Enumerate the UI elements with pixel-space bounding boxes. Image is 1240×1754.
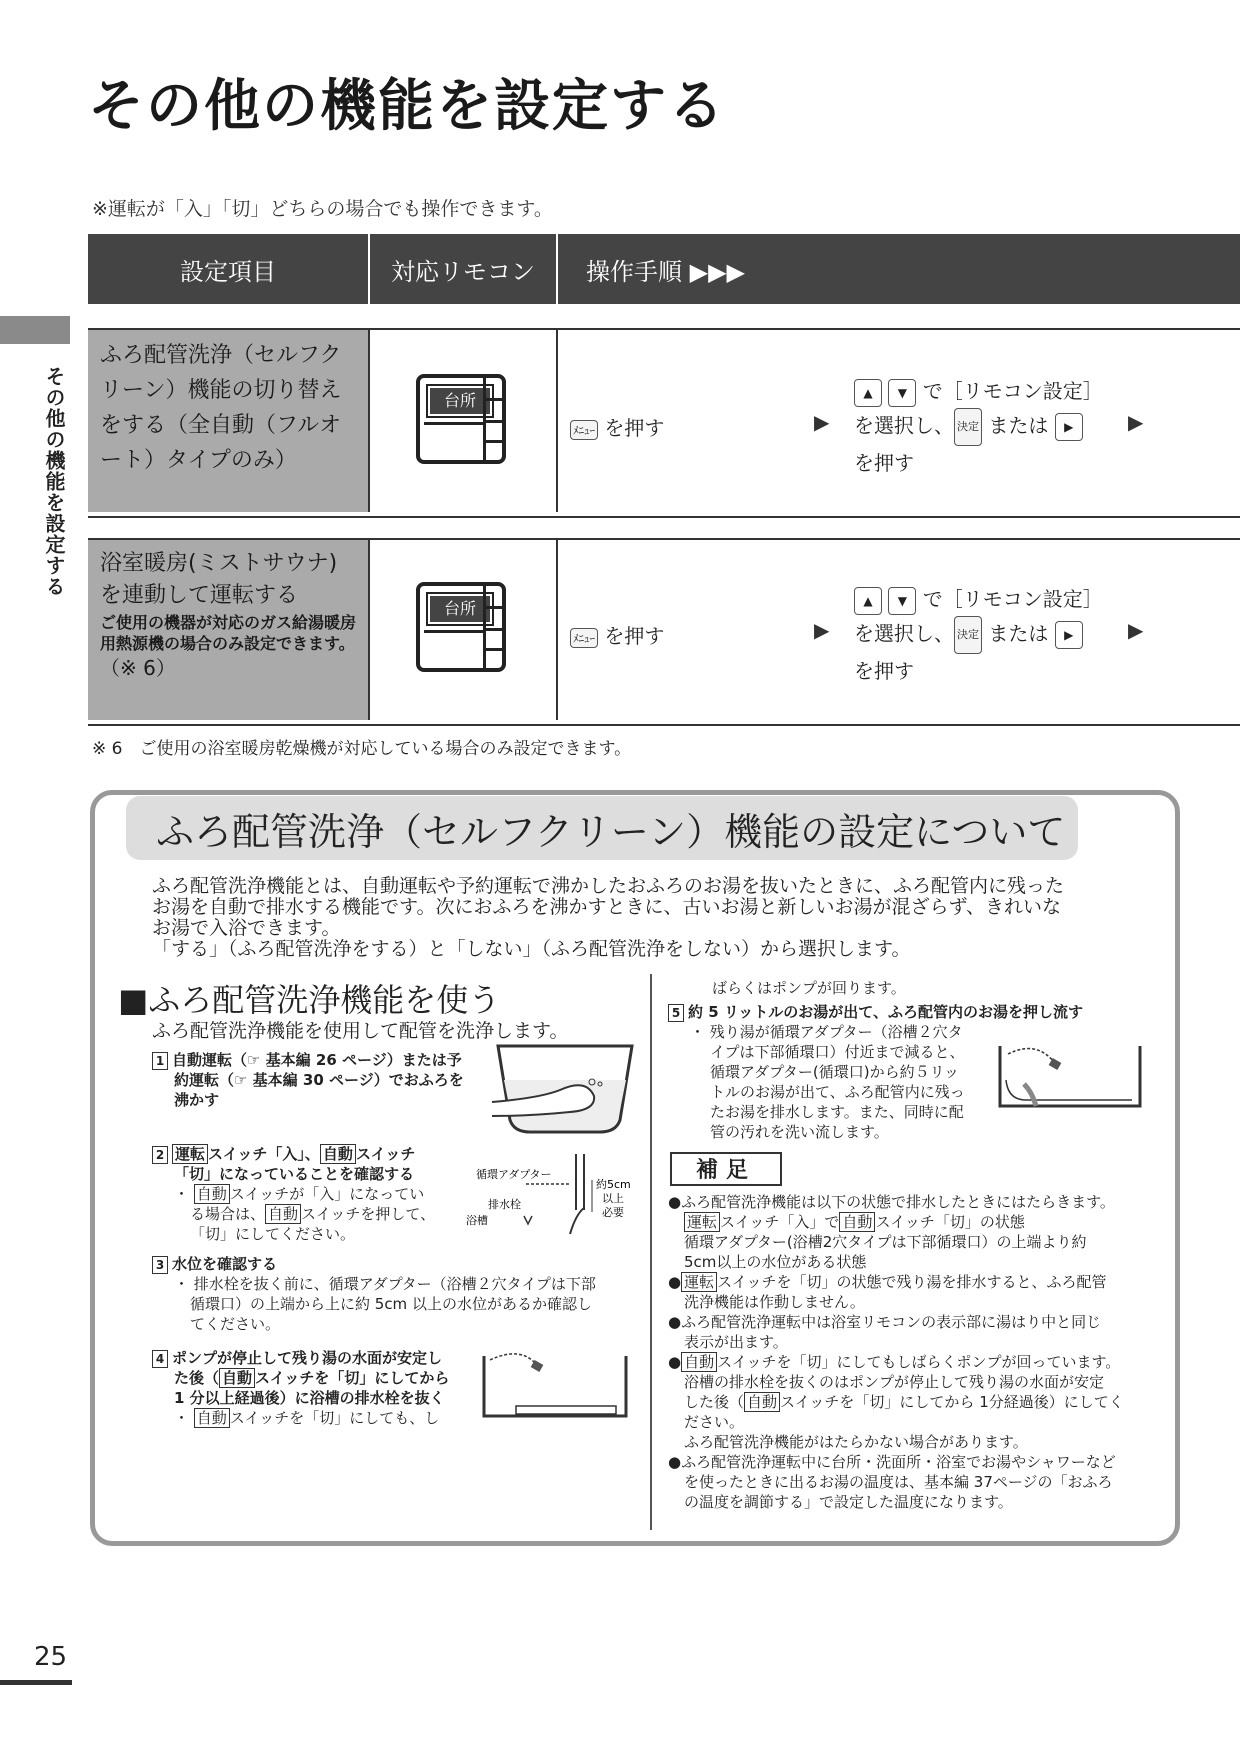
kitchen-remote-icon — [416, 374, 506, 464]
step-text: スイッチを押して、 — [301, 1205, 436, 1223]
section-title: ■ふろ配管洗浄機能を使う — [118, 981, 501, 1019]
note-line: ふろ配管洗浄機能がはたらかない場合があります。 — [684, 1433, 1028, 1451]
switch-label: 自動 — [194, 1408, 230, 1428]
header-label: 対応リモコン — [391, 257, 535, 286]
header-procedure — [558, 234, 1240, 304]
step-4: 4 ポンプが停止して残り湯の水面が安定し た後（ 自動 スイッチを「切」にしてから 1 分以上経過後）に浴槽の排水栓を抜く ・ 自動 スイッチを「切」にしても、し — [152, 1348, 482, 1428]
header-label: 設定項目 — [180, 257, 276, 286]
step-number: 3 — [152, 1256, 168, 1274]
switch-label: 運転 — [681, 1272, 717, 1292]
step1 — [570, 412, 664, 441]
step-text: 循環アダプター(循環口)から約５リッ — [710, 1063, 960, 1081]
setting-item-ref: （※ 6） — [100, 656, 176, 680]
level-label: 以上 — [602, 1192, 624, 1205]
flush-tub-diagram — [996, 1040, 1146, 1120]
step-text: 循環口）の上端から上に約 5cm 以上の水位があるか確認し — [190, 1295, 592, 1313]
step-3: 3 水位を確認する ・ 排水栓を抜く前に、循環アダプター（浴槽２穴タイプは下部 循環口）の上端から上に約 5cm 以上の水位があるか確認し てください。 — [152, 1254, 642, 1334]
right-key-icon: ▶ — [1055, 621, 1083, 649]
step2-text: で［リモコン設定］ — [922, 587, 1103, 611]
level-label: 約5cm — [596, 1178, 631, 1191]
bathtub-illustration — [490, 1040, 640, 1140]
down-key-icon: ▼ — [888, 379, 916, 407]
enter-key-icon: 決定 — [954, 408, 982, 446]
step-text: 自動運転（☞ 基本編 26 ページ）または予 — [172, 1051, 462, 1069]
step-text: スイッチ — [355, 1145, 416, 1163]
switch-label: 自動 — [265, 1204, 301, 1224]
note-line: を使ったときに出るお湯の温度は、基本編 37ページの「おふろ — [684, 1473, 1113, 1491]
step2-text: または — [988, 413, 1049, 438]
step-text: スイッチを「切」にしてから — [255, 1369, 450, 1387]
switch-label: 自動 — [839, 1212, 875, 1232]
step-text: た後（ — [174, 1369, 220, 1387]
step-text: トルのお湯が出て、ふろ配管内に残っ — [710, 1083, 965, 1101]
switch-label: 自動 — [194, 1184, 230, 1204]
setting-item-text: ふろ配管洗浄（セルフクリーン）機能の切り替えをする（全自動（フルオート）タイプのみ） — [100, 343, 342, 473]
step-text: たお湯を排水します。また、同時に配 — [710, 1103, 964, 1121]
up-key-icon: ▲ — [854, 379, 882, 407]
column-divider — [650, 974, 652, 1530]
step-text: 約 5 リットルのお湯が出て、ふろ配管内のお湯を押し流す — [688, 1003, 1083, 1021]
note-line: スイッチを「切」にしてもしばらくポンプが回っています。 — [717, 1353, 1121, 1371]
note-line: ださい。 — [684, 1413, 745, 1431]
supplement-notes: ●ふろ配管洗浄機能は以下の状態で排水したときにはたらきます。 運転 スイッチ「入」で 自動 スイッチ「切」の状態 循環アダプター(浴槽2穴タイプは下部循環口）の上端より約 5cm以上の水位がある状態 ● 運転 スイッチを「切」の状態で残り湯を排水すると、ふろ配管 洗浄機能は作動しません。 ●ふろ配管洗浄運転中は浴室リモコンの表示部に湯はり中と同じ 表示が出ます。 ● 自動 スイッチを「切」にしてもしばらくポンプが回っています。 浴槽の排水栓を抜くのはポンプが停止して残り湯の水面が安定 した後（ 自動 スイッチを「切」にしてから 1分経過後）にしてく ださい。 ふろ配管洗浄機能がはたらかない場合があります。 ●ふろ配管洗浄運転中に台所・洗面所・浴室でお湯やシャワーなど を使ったときに出るお湯の温度は、基本編 37ページの「おふろ の温度を調節する」で設定した温度になります。 — [668, 1192, 1168, 1512]
note-line: の温度を調節する」で設定した温度になります。 — [684, 1493, 1013, 1511]
menu-key-icon: ﾒﾆｭｰ — [570, 628, 598, 648]
note-line: スイッチ「入」で — [720, 1213, 840, 1231]
menu-key-icon: ﾒﾆｭｰ — [570, 420, 598, 440]
enter-key-icon: 決定 — [954, 616, 982, 654]
arrow-right-icon: ▶ — [814, 410, 830, 434]
note-line: スイッチを「切」の状態で残り湯を排水すると、ふろ配管 — [717, 1273, 1107, 1291]
header-setting-item — [88, 234, 368, 304]
step-text: スイッチ「入」、 — [208, 1145, 320, 1163]
up-key-icon: ▲ — [854, 587, 882, 615]
page-number: 25 — [34, 1642, 68, 1672]
arrow-right-icon: ▶ — [1128, 618, 1144, 642]
step-text: 約運転（☞ 基本編 30 ページ）でおふろを — [174, 1071, 464, 1089]
side-tab-marker — [0, 316, 70, 344]
step2 — [854, 374, 1103, 480]
switch-label: 自動 — [681, 1352, 717, 1372]
note-line: スイッチ「切」の状態 — [875, 1213, 1025, 1231]
step2-text: を選択し、 — [854, 621, 954, 646]
step-4-continued: ばらくはポンプが回ります。 — [712, 979, 906, 997]
intro-line: 「する」（ふろ配管洗浄をする）と「しない」（ふろ配管洗浄をしない）から選択します。 — [152, 938, 911, 960]
info-box-title — [126, 796, 1078, 860]
step2-text: を選択し、 — [854, 413, 954, 438]
step2-text: または — [988, 621, 1049, 646]
level-label: 必要 — [602, 1206, 624, 1219]
intro-line: ふろ配管洗浄機能とは、自動運転や予約運転で沸かしたおふろのお湯を抜いたときに、ふろ配管内に残った — [152, 875, 1065, 897]
table-row — [88, 328, 1240, 518]
right-key-icon: ▶ — [1055, 413, 1083, 441]
tub-label: 浴槽 — [466, 1214, 488, 1227]
drain-label: 排水栓 — [488, 1198, 521, 1211]
step-text: てください。 — [190, 1315, 281, 1333]
section-subtitle: ふろ配管洗浄機能を使用して配管を洗浄します。 — [152, 1020, 569, 1042]
note-line: ●ふろ配管洗浄機能は以下の状態で排水したときにはたらきます。 — [668, 1193, 1115, 1211]
setting-item-note: ご使用の機器が対応のガス給湯暖房用熱源機の場合のみ設定できます。 — [100, 613, 357, 653]
remote-cell — [370, 540, 558, 720]
step1-text: を押す — [604, 624, 665, 648]
note-line: 表示が出ます。 — [684, 1333, 788, 1351]
step-text: ポンプが停止して残り湯の水面が安定し — [172, 1349, 443, 1367]
switch-label: 運転 — [684, 1212, 720, 1232]
intro-line: お湯を自動で排水する機能です。次におふろを沸かすときに、古いお湯と新しいお湯が混ざらず、きれいな — [152, 896, 1061, 918]
step-number: 4 — [152, 1350, 168, 1368]
step-text: 沸かす — [174, 1091, 220, 1109]
step-1 — [152, 1050, 492, 1110]
operation-note: ※運転が「入」「切」どちらの場合でも操作できます。 — [92, 198, 553, 220]
setting-item-text: 浴室暖房(ミストサウナ)を連動して運転する — [100, 551, 338, 608]
arrow-right-icon: ▶ — [1128, 410, 1144, 434]
kitchen-remote-icon — [416, 582, 506, 672]
page-title: その他の機能を設定する — [88, 74, 726, 139]
step-text: る場合は、 — [190, 1205, 266, 1223]
header-remote — [370, 234, 556, 304]
switch-label: 自動 — [744, 1392, 780, 1412]
remote-cell — [370, 330, 558, 512]
note-line: 洗浄機能は作動しません。 — [684, 1293, 865, 1311]
step2-text: を押す — [854, 451, 914, 475]
step1-text: を押す — [604, 416, 665, 440]
step-2: 2 運転 スイッチ「入」、 自動 スイッチ 「切」になっていることを確認する ・ 自動 スイッチが「入」になってい る場合は、 自動 スイッチを押して、 「切」にしてください。 — [152, 1144, 452, 1244]
note-line: した後（ — [684, 1393, 745, 1411]
note-line: ●ふろ配管洗浄運転中は浴室リモコンの表示部に湯はり中と同じ — [668, 1313, 1102, 1331]
note-line: ●ふろ配管洗浄運転中に台所・洗面所・浴室でお湯やシャワーなど — [668, 1453, 1116, 1471]
step-text: 「切」になっていることを確認する — [174, 1165, 415, 1183]
step2 — [854, 582, 1103, 688]
pump-tub-diagram — [480, 1346, 630, 1426]
step-5: 5 約 5 リットルのお湯が出て、ふろ配管内のお湯を押し流す ・ 残り湯が循環アダプター（浴槽２穴タ イプは下部循環口）付近まで減ると、 循環アダプター(循環口)から約５リッ トルのお湯が出て、ふろ配管内に残っ たお湯を排水します。また、同時に配 管の汚れを洗い流します。 — [668, 1002, 1168, 1142]
step-text: スイッチが「入」になってい — [229, 1185, 425, 1203]
table-row — [88, 538, 1240, 726]
page-number-underline — [0, 1680, 72, 1685]
step-text: スイッチを「切」にしても、し — [229, 1409, 440, 1427]
setting-item-cell — [88, 330, 370, 512]
step-number: 1 — [152, 1052, 168, 1070]
step-text: 管の汚れを洗い流します。 — [710, 1123, 889, 1141]
down-key-icon: ▼ — [888, 587, 916, 615]
remote-label: 台所 — [428, 386, 492, 416]
supplement-heading: 補足 — [670, 1152, 782, 1186]
step-number: 5 — [668, 1004, 684, 1022]
step-text: イプは下部循環口）付近まで減ると、 — [710, 1043, 965, 1061]
step-text: 「切」にしてください。 — [190, 1225, 356, 1243]
info-box-title-text: ふろ配管洗浄（セルフクリーン）機能の設定について — [156, 809, 1066, 854]
note-line: 浴槽の排水栓を抜くのはポンプが停止して残り湯の水面が安定 — [684, 1373, 1105, 1391]
intro-paragraph — [152, 876, 1162, 960]
step1 — [570, 620, 664, 649]
note-line: 5cm以上の水位がある状態 — [684, 1253, 867, 1271]
note-line: 循環アダプター(浴槽2穴タイプは下部循環口）の上端より約 — [684, 1233, 1087, 1251]
step-text: 排水栓を抜く前に、循環アダプター（浴槽２穴タイプは下部 — [193, 1275, 596, 1293]
note-line: スイッチを「切」にしてから 1分経過後）にしてく — [780, 1393, 1124, 1411]
step2-text: を押す — [854, 659, 914, 683]
table-footnote: ※ 6 ご使用の浴室暖房乾燥機が対応している場合のみ設定できます。 — [92, 739, 632, 759]
step-text: 残り湯が循環アダプター（浴槽２穴タ — [709, 1023, 963, 1041]
intro-line: お湯で入浴できます。 — [152, 917, 341, 939]
step2-text: で［リモコン設定］ — [922, 379, 1103, 403]
switch-label: 自動 — [219, 1368, 255, 1388]
step-number: 2 — [152, 1146, 168, 1164]
arrow-right-icon: ▶ — [814, 618, 830, 642]
remote-label: 台所 — [428, 594, 492, 624]
adapter-label: 循環アダプター — [476, 1168, 552, 1181]
side-section-label: その他の機能を設定する — [42, 366, 66, 597]
step-text: 1 分以上経過後）に浴槽の排水栓を抜く — [174, 1389, 445, 1407]
header-label: 操作手順 ▶▶▶ — [586, 257, 745, 286]
step-text: 水位を確認する — [172, 1255, 278, 1273]
water-level-diagram — [466, 1150, 642, 1236]
switch-label: 運転 — [172, 1144, 208, 1164]
switch-label: 自動 — [320, 1144, 356, 1164]
setting-item-cell — [88, 540, 370, 720]
